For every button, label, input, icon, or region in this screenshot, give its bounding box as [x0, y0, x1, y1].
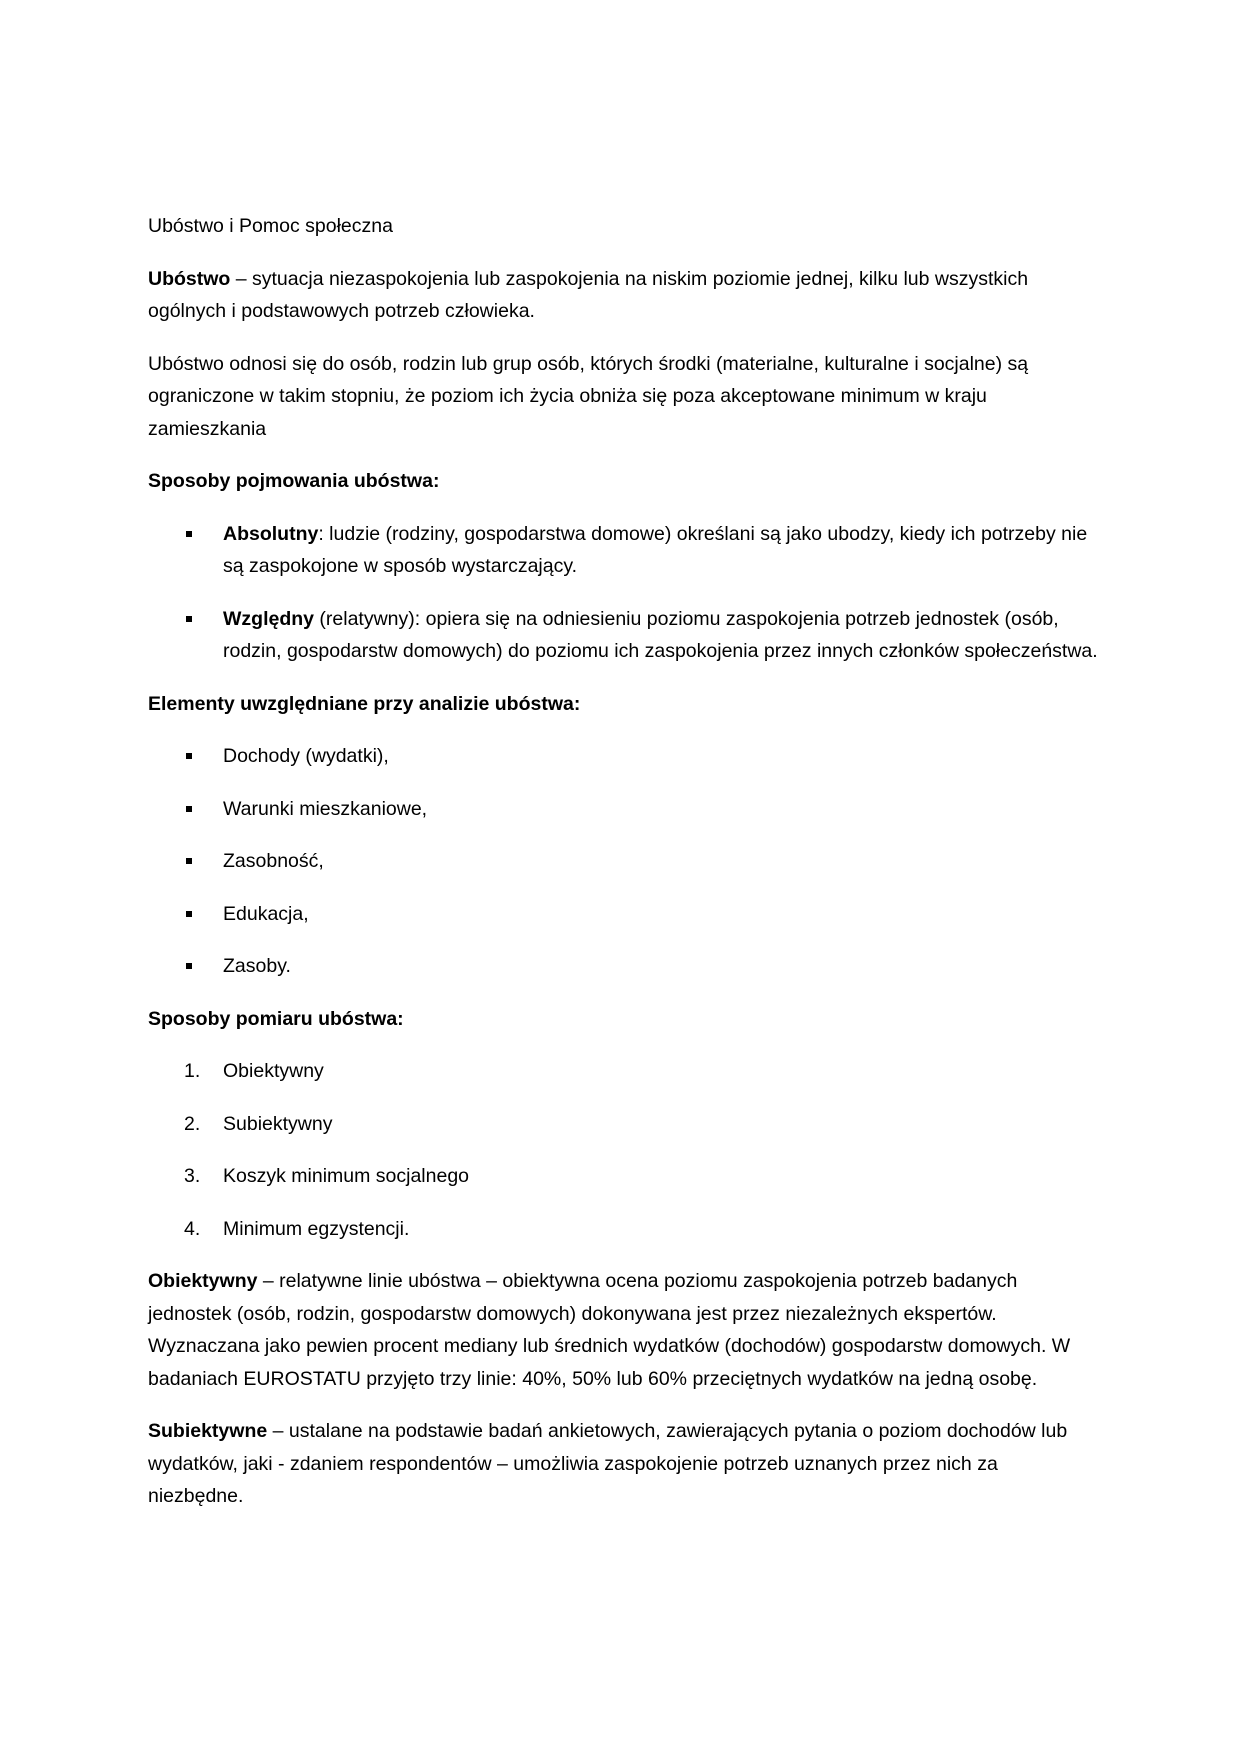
- list-item: [148, 1055, 1098, 1088]
- list-item: [148, 1213, 1098, 1246]
- list-item-text: Koszyk minimum socjalnego: [223, 1165, 470, 1187]
- list-item: [148, 950, 1098, 983]
- list-item: [148, 603, 1098, 668]
- objective-text: – relatywne linie ubóstwa – obiektywna ocena poziomu zaspokojenia potrzeb badanych jednostek (osób, rodzin, gospodarstw domowych) dokonywana jest przez niezależnych ekspertów. Wyznaczana jako pewien procent mediany lub średnich wydatków (dochodów) gospodarstw domowych. W badaniach EUROSTATU przyjęto trzy linie: 40%, 50% lub 60% przeciętnych wydatków na jedną osobę.: [148, 1270, 1071, 1390]
- document-title: Ubóstwo i Pomoc społeczna: [148, 215, 393, 237]
- list-item-text: Minimum egzystencji.: [223, 1217, 410, 1240]
- list-item-text: Subiektywny: [223, 1112, 333, 1135]
- bullet-icon: [186, 753, 192, 759]
- list-item-text: Edukacja,: [223, 902, 309, 925]
- list-number: 2.: [184, 1112, 201, 1135]
- list-item: [148, 898, 1098, 931]
- list-number: 3.: [184, 1165, 201, 1187]
- list-item-text: Zasoby.: [223, 955, 291, 977]
- list-item: [148, 518, 1098, 583]
- document-page: [148, 210, 1098, 1533]
- subjective-term: Subiektywne: [148, 1420, 268, 1442]
- objective-term: Obiektywny: [148, 1270, 258, 1292]
- elements-list: [148, 740, 1098, 983]
- bullet-icon: [186, 858, 192, 864]
- subjective-paragraph: [148, 1415, 1098, 1513]
- list-item: [148, 845, 1098, 878]
- list-item-text: : ludzie (rodziny, gospodarstwa domowe) określani są jako ubodzy, kiedy ich potrzeby nie są zaspokojone w sposób wystarczający.: [223, 522, 1088, 577]
- definition-paragraph: [148, 263, 1098, 328]
- subjective-text: – ustalane na podstawie badań ankietowych, zawierających pytania o poziom dochodów lub wydatków, jaki - zdaniem respondentów – umożliwia zaspokojenie potrzeb uznanych przez nich za niezbędne.: [148, 1420, 1068, 1507]
- list-item: [148, 1108, 1098, 1141]
- bullet-icon: [186, 911, 192, 917]
- bullet-icon: [186, 616, 192, 622]
- bullet-icon: [186, 531, 192, 537]
- section-heading-measurement: Sposoby pomiaru ubóstwa:: [148, 1007, 404, 1030]
- conceptions-list: [148, 518, 1098, 668]
- definition-text: – sytuacja niezaspokojenia lub zaspokojenia na niskim poziomie jednej, kilku lub wszystkich ogólnych i podstawowych potrzeb człowieka.: [148, 267, 1029, 322]
- list-item: [148, 740, 1098, 773]
- list-item-term: Absolutny: [223, 522, 319, 545]
- list-item-text: Warunki mieszkaniowe,: [223, 797, 428, 820]
- list-item-text: Zasobność,: [223, 850, 324, 872]
- list-item-text: (relatywny): opiera się na odniesieniu poziomu zaspokojenia potrzeb jednostek (osób, rodzin, gospodarstw domowych) do poziomu ich zaspokojenia przez innych członków społeczeństwa.: [223, 607, 1098, 662]
- list-item-text: Dochody (wydatki),: [223, 745, 389, 767]
- list-item-text: Obiektywny: [223, 1060, 324, 1082]
- bullet-icon: [186, 806, 192, 812]
- list-item: [148, 1160, 1098, 1193]
- scope-paragraph: Ubóstwo odnosi się do osób, rodzin lub grup osób, których środki (materialne, kulturalne i socjalne) są ograniczone w takim stopniu, że poziom ich życia obniża się poza akceptowane minimum w kraju zamieszkania: [148, 352, 1029, 440]
- objective-paragraph: [148, 1265, 1098, 1395]
- list-number: 4.: [184, 1217, 201, 1240]
- section-heading-elements: Elementy uwzględniane przy analizie ubóstwa:: [148, 692, 581, 715]
- list-item: [148, 793, 1098, 826]
- section-heading-conceptions: Sposoby pojmowania ubóstwa:: [148, 470, 440, 492]
- list-number: 1.: [184, 1060, 201, 1082]
- bullet-icon: [186, 963, 192, 969]
- measurement-list: [148, 1055, 1098, 1245]
- list-item-term: Względny: [223, 607, 314, 630]
- definition-term: Ubóstwo: [148, 267, 231, 290]
